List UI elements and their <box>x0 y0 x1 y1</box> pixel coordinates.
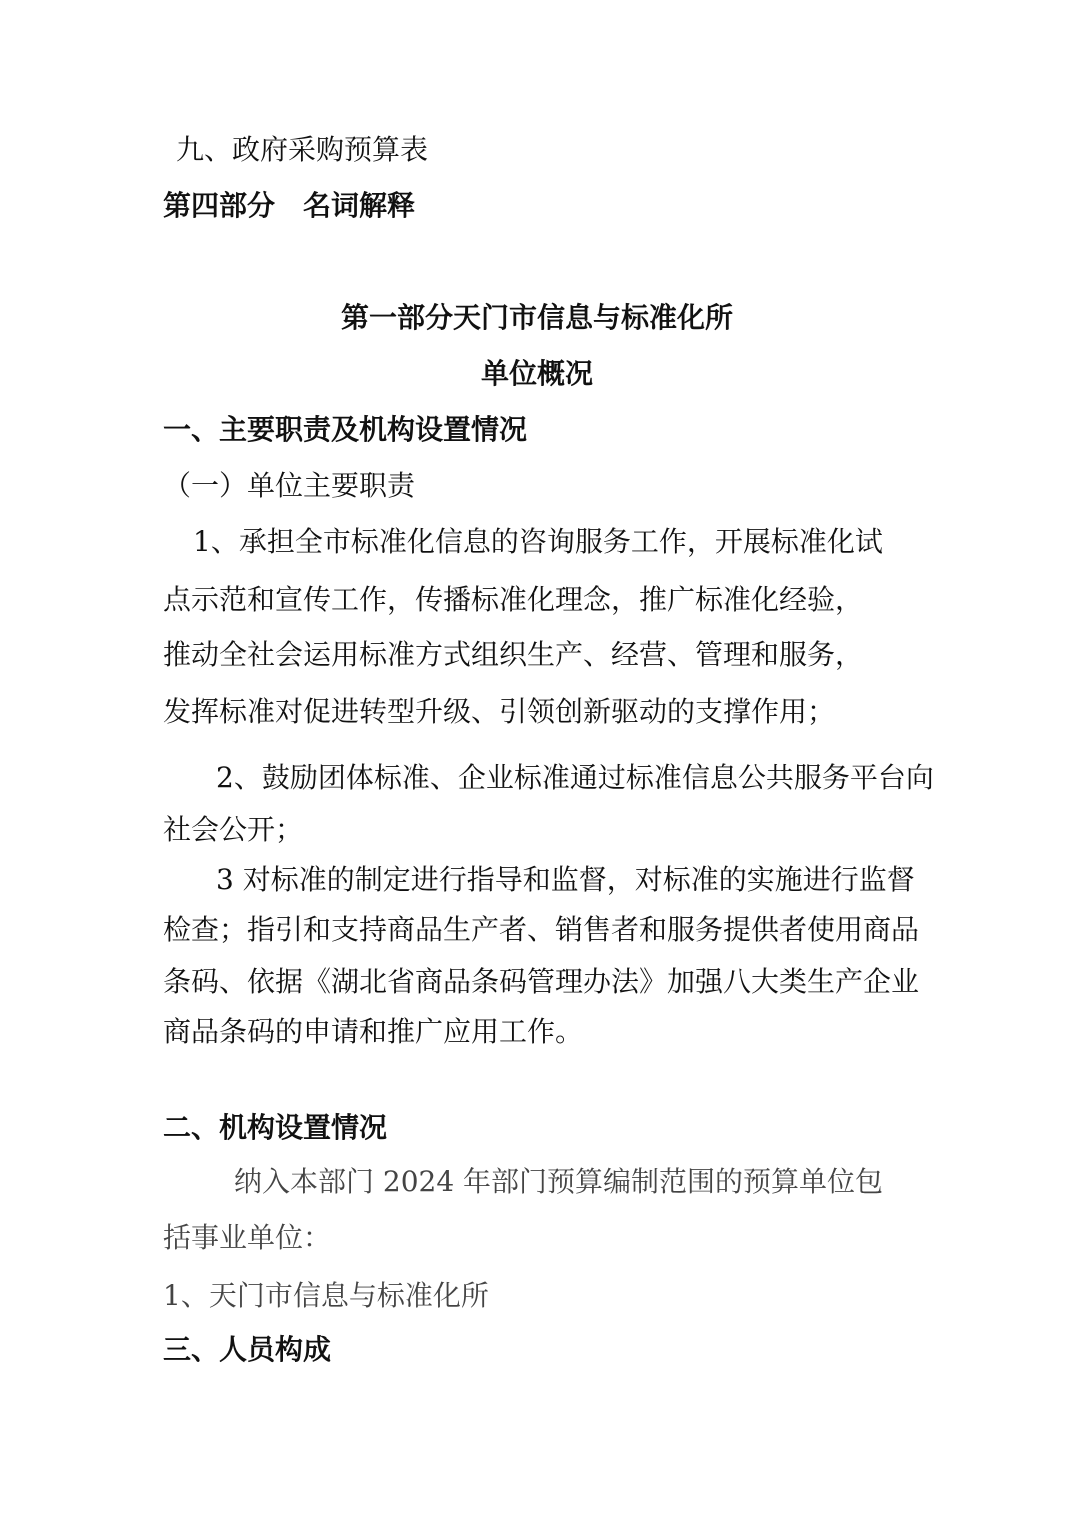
duty1-line4: 发挥标准对促进转型升级、引领创新驱动的支撑作用； <box>163 695 836 728</box>
section2-body-line2: 括事业单位： <box>163 1221 332 1254</box>
section1-subheading: （一）单位主要职责 <box>163 469 416 502</box>
duty1-line3: 推动全社会运用标准方式组织生产、经营、管理和服务， <box>163 638 864 671</box>
section3-heading: 三、人员构成 <box>163 1333 332 1366</box>
section2-heading: 二、机构设置情况 <box>163 1111 388 1144</box>
part1-title-line2: 单位概况 <box>480 357 593 390</box>
section1-heading: 一、主要职责及机构设置情况 <box>163 413 528 446</box>
duty1-line1: 1、承担全市标准化信息的咨询服务工作，开展标准化试 <box>193 525 883 558</box>
toc-part-4-heading: 第四部分 名词解释 <box>163 189 416 222</box>
section2-unit1: 1、天门市信息与标准化所 <box>163 1279 489 1312</box>
duty2-line2: 社会公开； <box>163 813 304 846</box>
toc-item-9: 九、政府采购预算表 <box>176 133 429 166</box>
duty3-line4: 商品条码的申请和推广应用工作。 <box>163 1015 584 1048</box>
duty2-line1: 2、鼓励团体标准、企业标准通过标准信息公共服务平台向 <box>216 761 934 794</box>
duty1-line2: 点示范和宣传工作，传播标准化理念，推广标准化经验， <box>163 583 864 616</box>
duty3-line3: 条码、依据《湖北省商品条码管理办法》加强八大类生产企业 <box>163 965 920 998</box>
part1-title-line1: 第一部分天门市信息与标准化所 <box>340 301 733 334</box>
duty3-line1: 3 对标准的制定进行指导和监督，对标准的实施进行监督 <box>216 863 915 896</box>
section2-body-line1: 纳入本部门 2024 年部门预算编制范围的预算单位包 <box>234 1165 884 1198</box>
duty3-line2: 检查；指引和支持商品生产者、销售者和服务提供者使用商品 <box>163 913 920 946</box>
